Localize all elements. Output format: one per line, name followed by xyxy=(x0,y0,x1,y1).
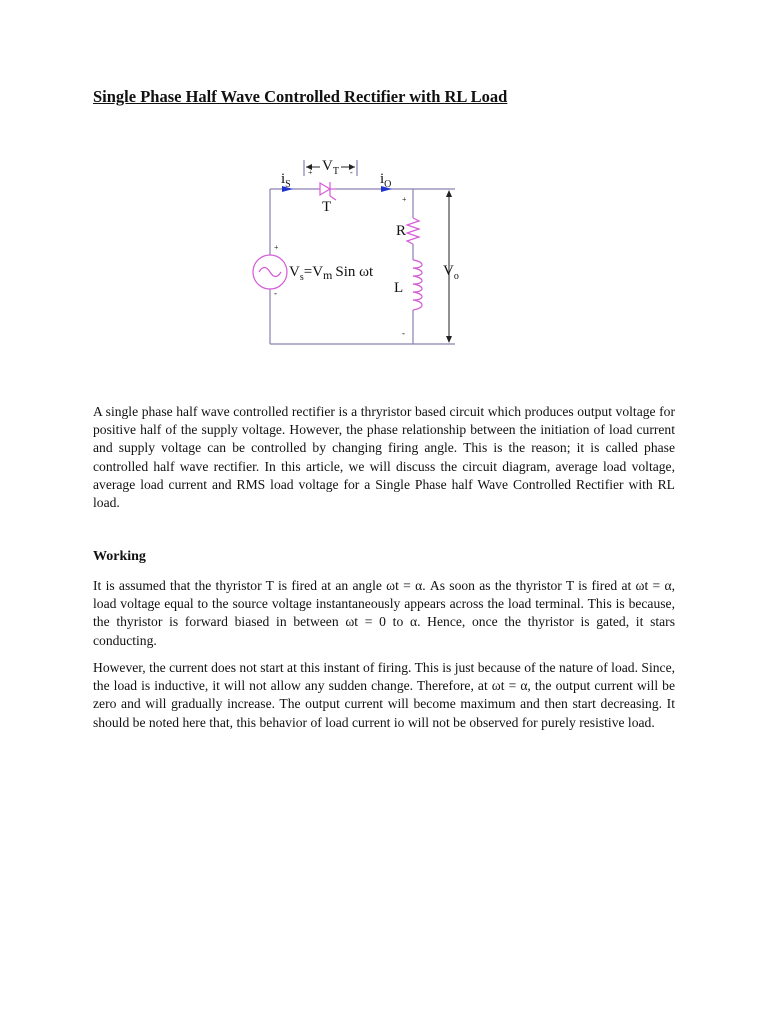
document-title: Single Phase Half Wave Controlled Rectifier with RL Load xyxy=(93,87,508,106)
source-plus-label: + xyxy=(274,243,279,252)
thyristor-symbol xyxy=(318,182,336,200)
load-plus-label: + xyxy=(402,195,407,204)
source-equation-label: $V_s=V_m$ Sin ωt xyxy=(289,264,374,283)
working-heading: Working xyxy=(93,549,146,564)
ac-source-symbol xyxy=(253,255,287,289)
inductor-label: L xyxy=(394,280,404,296)
resistor-symbol xyxy=(407,218,419,244)
load-minus-label: - xyxy=(402,328,405,338)
inductor-symbol xyxy=(413,260,422,310)
intro-paragraph: A single phase half wave controlled rectifier is a thryristor based circuit which produces output voltage for positive half of the supply voltage. However, the phase relationship between the initiation of load current and supply voltage can be controlled by changing firing angle. This is the reason; it is called phase controlled half wave rectifier. In this article, we will discuss the circuit diagram, average load voltage, average load current and RMS load voltage for a Single Phase half Wave Controlled Rectifier with RL load. xyxy=(93,404,675,511)
source-current-label: $i_S$ xyxy=(281,171,291,190)
working-paragraph-1: It is assumed that the thyristor T is fired at an angle ωt = α. As soon as the thyristor T is fired at ωt = α, load voltage equal to the source voltage instantaneously appears across the load terminal. This is because, the thyristor is forward biased in between ωt = 0 to α. Hence, once the thyristor is gated, it stars conducting. xyxy=(93,578,675,648)
working-paragraph-2: However, the current does not start at this instant of firing. This is just because of the nature of load. Since, the load is inductive, it will not allow any sudden change. Therefore, at ωt = α, the output current will be zero and will gradually increase. The output current will become maximum and then start decreasing. It should be noted here that, this behavior of load current io will not be observed for purely resistive load. xyxy=(93,660,675,730)
source-minus-label: - xyxy=(274,288,277,298)
thyristor-voltage-minus: - xyxy=(350,168,353,177)
circuit-diagram xyxy=(0,0,768,400)
output-current-label: $i_O$ xyxy=(380,171,392,190)
circuit-wires xyxy=(270,160,455,344)
thyristor-voltage-label: $V_T$ xyxy=(322,158,339,177)
circuit-arrows xyxy=(282,164,452,343)
thyristor-voltage-plus: + xyxy=(308,168,313,177)
resistor-label: R xyxy=(396,223,407,239)
thyristor-label: T xyxy=(322,199,332,215)
output-voltage-label: $V_o$ xyxy=(443,263,459,282)
